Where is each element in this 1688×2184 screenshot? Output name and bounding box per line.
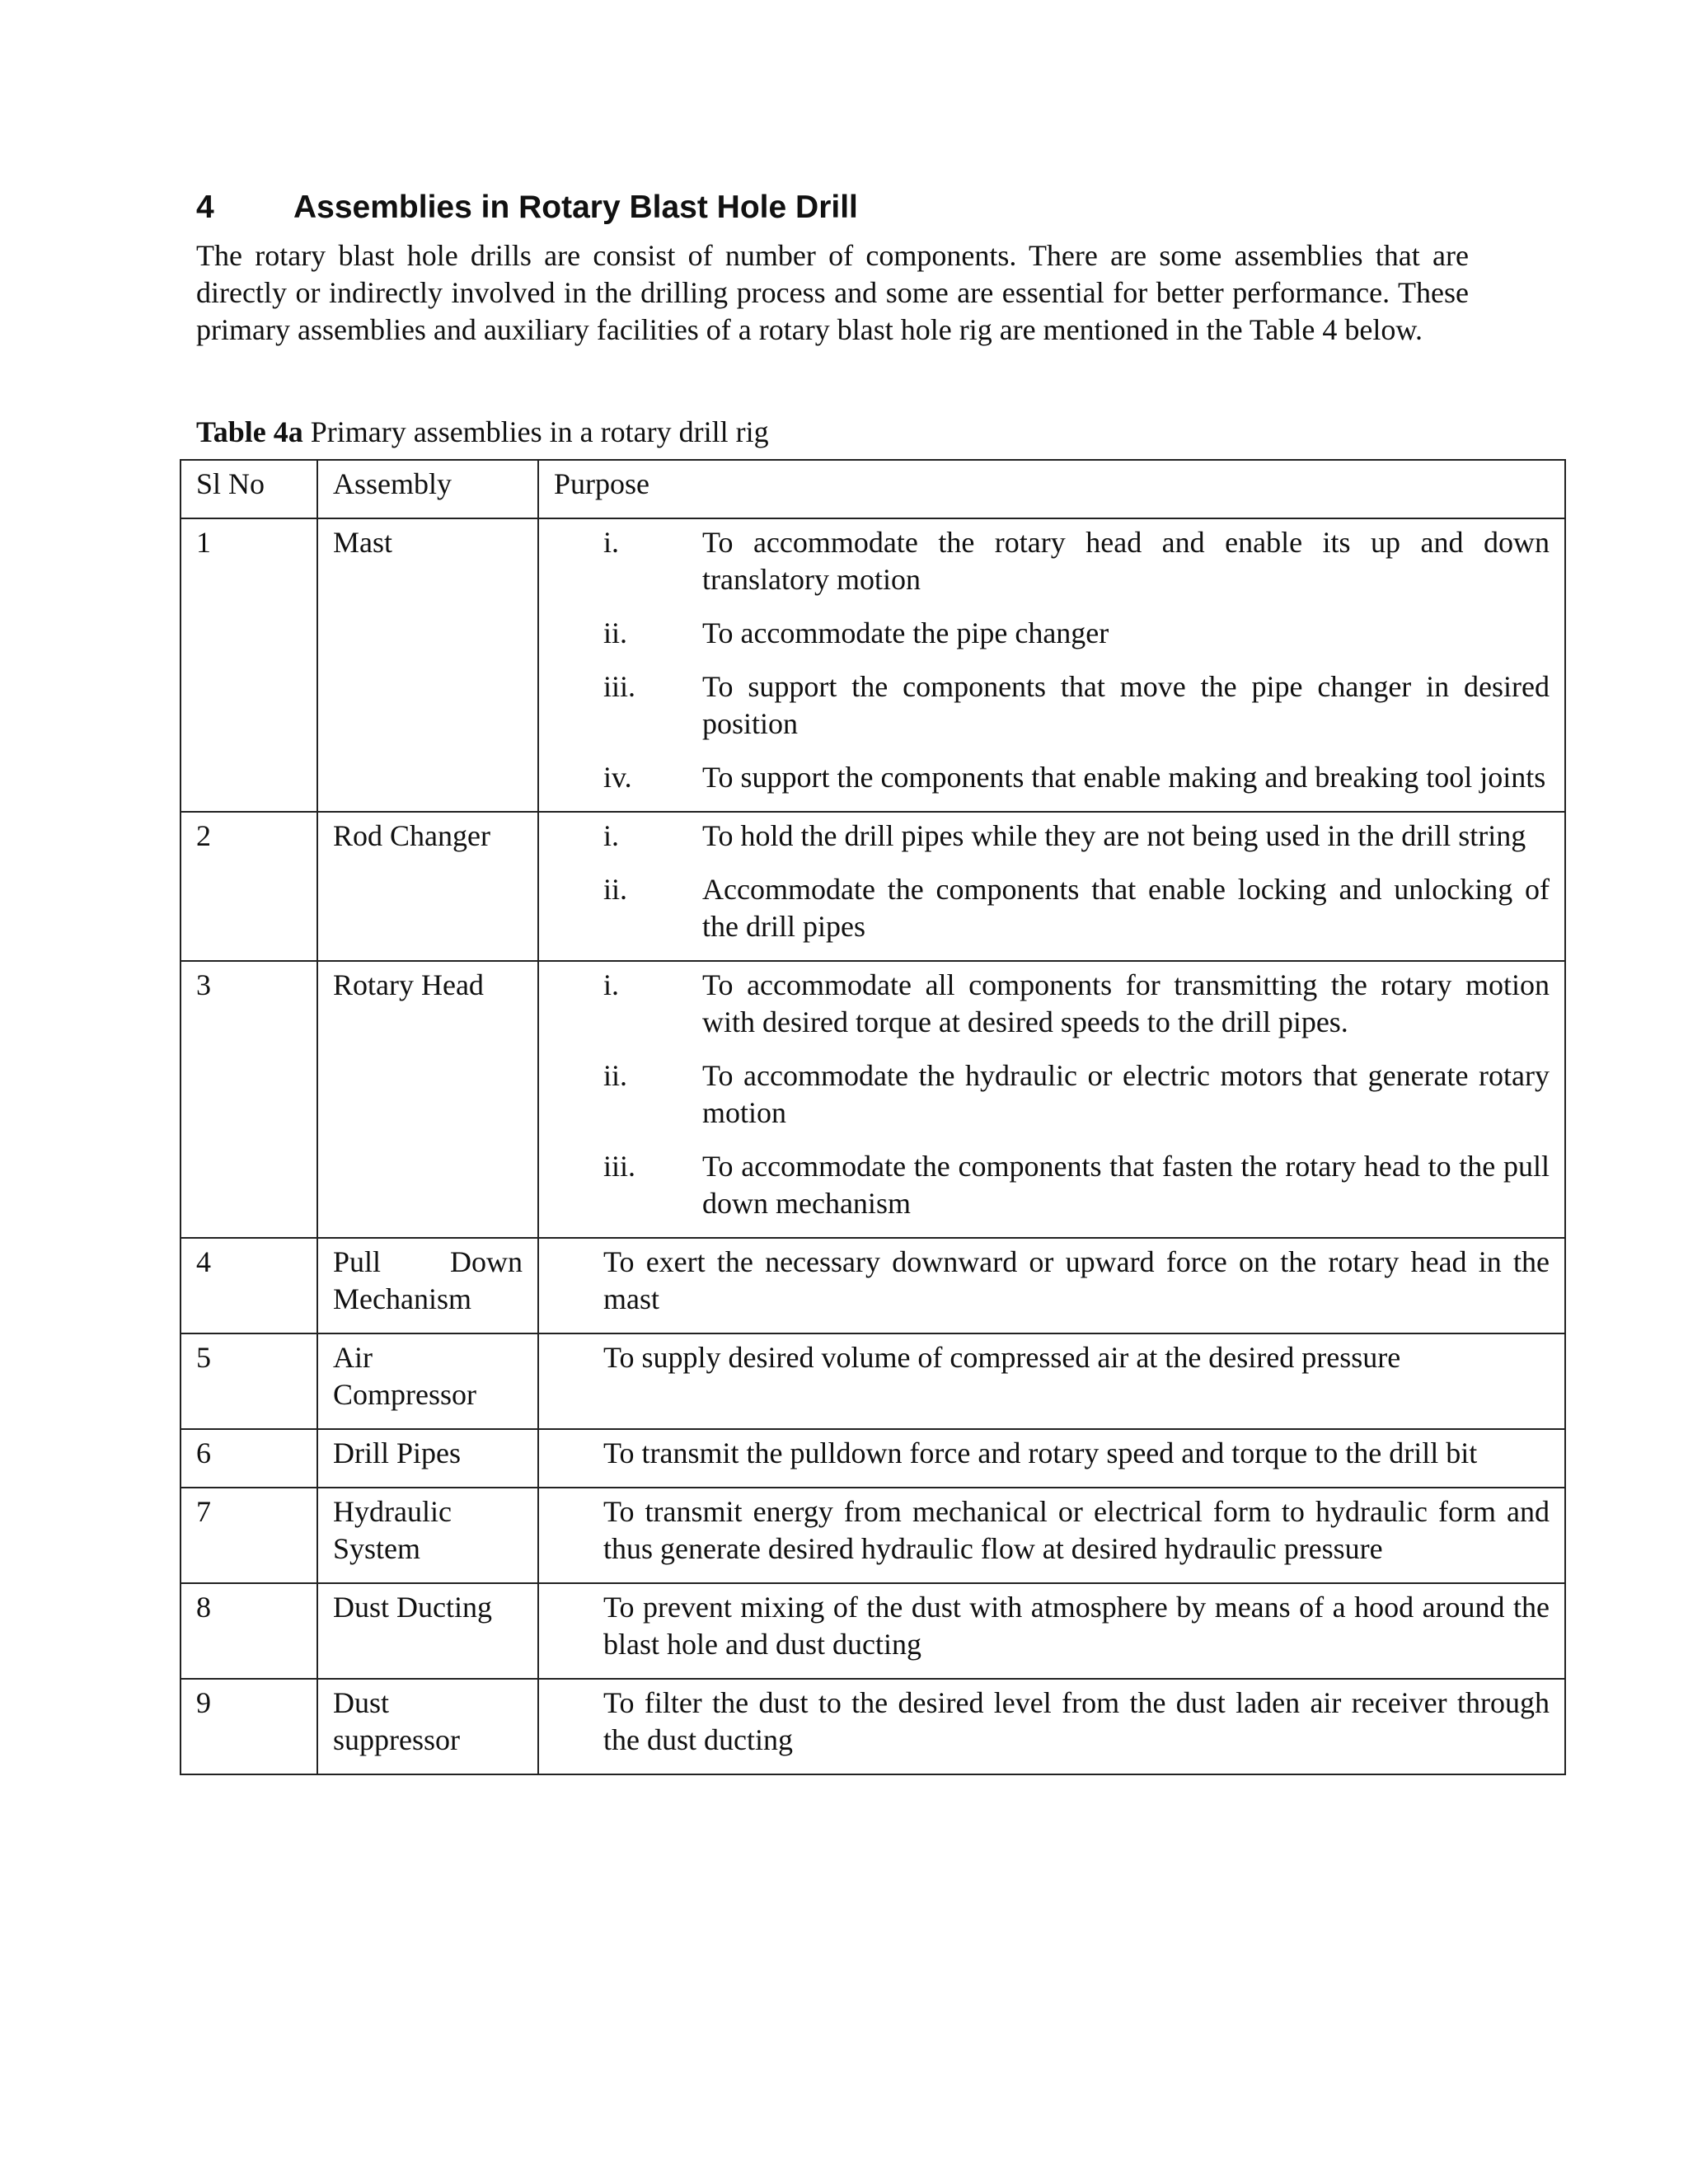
purpose-text: To hold the drill pipes while they are not being used in the drill string xyxy=(702,819,1526,852)
section-heading xyxy=(196,190,1469,226)
header-purpose: Purpose xyxy=(538,460,1565,518)
assembly-name-line: System xyxy=(333,1532,421,1565)
purpose-item xyxy=(554,615,1550,652)
row-assembly xyxy=(317,961,538,1238)
assembly-name-line: Air xyxy=(333,1341,373,1374)
table-row xyxy=(181,1333,1565,1429)
purpose-item xyxy=(554,871,1550,945)
assembly-name-line: Mast xyxy=(333,526,392,559)
intro-paragraph: The rotary blast hole drills are consist of number of components. There are some assemblies that are directly or indirectly involved in the drilling process and some are essential for better performance. These primary assemblies and auxiliary facilities of a rotary blast hole rig are mentioned in the Table 4 below. xyxy=(196,239,1469,346)
row-sl-no: 2 xyxy=(181,812,317,961)
assembly-name-line: suppressor xyxy=(333,1723,460,1756)
row-purpose xyxy=(538,1679,1565,1774)
row-sl-no: 4 xyxy=(181,1238,317,1333)
row-purpose xyxy=(538,1583,1565,1679)
purpose-item xyxy=(554,967,1550,1041)
assembly-name-line: Mechanism xyxy=(333,1282,471,1315)
row-assembly xyxy=(317,1238,538,1333)
purpose-text: To prevent mixing of the dust with atmosphere by means of a hood around the blast hole and dust ducting xyxy=(603,1591,1550,1661)
purpose-text: To transmit energy from mechanical or electrical form to hydraulic form and thus generate desired hydraulic flow at desired hydraulic pressure xyxy=(603,1495,1550,1565)
assembly-name-line: Compressor xyxy=(333,1378,476,1411)
purpose-text: To transmit the pulldown force and rotary speed and torque to the drill bit xyxy=(603,1436,1478,1469)
assembly-name-line: Dust xyxy=(333,1686,390,1719)
purpose-item xyxy=(554,524,1550,598)
row-purpose xyxy=(538,1488,1565,1583)
purpose-text: To accommodate the pipe changer xyxy=(702,616,1109,649)
table-row xyxy=(181,1238,1565,1333)
table-row xyxy=(181,1429,1565,1488)
row-assembly xyxy=(317,1679,538,1774)
row-assembly xyxy=(317,1488,538,1583)
table-caption-text: Primary assemblies in a rotary drill rig xyxy=(302,415,769,448)
section-title: Assemblies in Rotary Blast Hole Drill xyxy=(293,190,858,225)
purpose-numeral: ii. xyxy=(603,1059,628,1092)
purpose-text: Accommodate the components that enable locking and unlocking of the drill pipes xyxy=(702,873,1550,943)
table-row xyxy=(181,1583,1565,1679)
row-purpose xyxy=(538,518,1565,812)
row-sl-no: 3 xyxy=(181,961,317,1238)
row-purpose xyxy=(538,1238,1565,1333)
row-purpose xyxy=(538,1333,1565,1429)
purpose-numeral: iii. xyxy=(603,1150,636,1183)
row-sl-no: 7 xyxy=(181,1488,317,1583)
purpose-text: To accommodate the rotary head and enable its up and down translatory motion xyxy=(702,526,1550,596)
purpose-text: To support the components that enable making and breaking tool joints xyxy=(702,761,1546,794)
table-row xyxy=(181,1679,1565,1774)
assembly-name-line: Pull Down xyxy=(333,1245,523,1278)
assembly-name-line: Rod Changer xyxy=(333,819,490,852)
assemblies-table xyxy=(180,459,1566,1775)
row-purpose xyxy=(538,961,1565,1238)
row-assembly xyxy=(317,812,538,961)
table-header-row xyxy=(181,460,1565,518)
purpose-text: To support the components that move the pipe changer in desired position xyxy=(702,670,1550,740)
row-sl-no: 6 xyxy=(181,1429,317,1488)
table-row xyxy=(181,961,1565,1238)
purpose-item xyxy=(554,759,1550,796)
row-assembly xyxy=(317,1429,538,1488)
document-page xyxy=(196,190,1550,1775)
assembly-name-line: Hydraulic xyxy=(333,1495,452,1528)
purpose-item xyxy=(554,1057,1550,1132)
purpose-text: To supply desired volume of compressed air at the desired pressure xyxy=(603,1341,1401,1374)
header-assembly: Assembly xyxy=(317,460,538,518)
purpose-numeral: i. xyxy=(603,526,620,559)
purpose-text: To exert the necessary downward or upward force on the rotary head in the mast xyxy=(603,1245,1550,1315)
row-sl-no: 1 xyxy=(181,518,317,812)
row-assembly xyxy=(317,518,538,812)
row-assembly xyxy=(317,1333,538,1429)
row-sl-no: 5 xyxy=(181,1333,317,1429)
row-sl-no: 9 xyxy=(181,1679,317,1774)
table-row xyxy=(181,812,1565,961)
purpose-text: To accommodate the hydraulic or electric motors that generate rotary motion xyxy=(702,1059,1550,1129)
purpose-numeral: iii. xyxy=(603,670,636,703)
section-number: 4 xyxy=(196,190,214,225)
purpose-numeral: i. xyxy=(603,968,620,1001)
row-purpose xyxy=(538,1429,1565,1488)
row-purpose xyxy=(538,812,1565,961)
table-body xyxy=(181,518,1565,1774)
table-row xyxy=(181,1488,1565,1583)
purpose-item xyxy=(554,818,1550,855)
purpose-text: To accommodate the components that fasten the rotary head to the pull down mechanism xyxy=(702,1150,1550,1220)
purpose-numeral: iv. xyxy=(603,761,632,794)
purpose-text: To filter the dust to the desired level from the dust laden air receiver through the dust ducting xyxy=(603,1686,1550,1756)
assembly-name-line: Rotary Head xyxy=(333,968,484,1001)
purpose-item xyxy=(554,668,1550,743)
table-row xyxy=(181,518,1565,812)
purpose-text: To accommodate all components for transmitting the rotary motion with desired torque at desired speeds to the drill pipes. xyxy=(702,968,1550,1038)
table-caption-label: Table 4a xyxy=(196,415,303,448)
table-caption xyxy=(196,415,1469,449)
assembly-name-line: Dust Ducting xyxy=(333,1591,492,1624)
assembly-name-line: Drill Pipes xyxy=(333,1436,462,1469)
purpose-numeral: i. xyxy=(603,819,620,852)
row-sl-no: 8 xyxy=(181,1583,317,1679)
header-sl-no: Sl No xyxy=(181,460,317,518)
row-assembly xyxy=(317,1583,538,1679)
purpose-item xyxy=(554,1148,1550,1222)
purpose-numeral: ii. xyxy=(603,873,628,906)
purpose-numeral: ii. xyxy=(603,616,628,649)
